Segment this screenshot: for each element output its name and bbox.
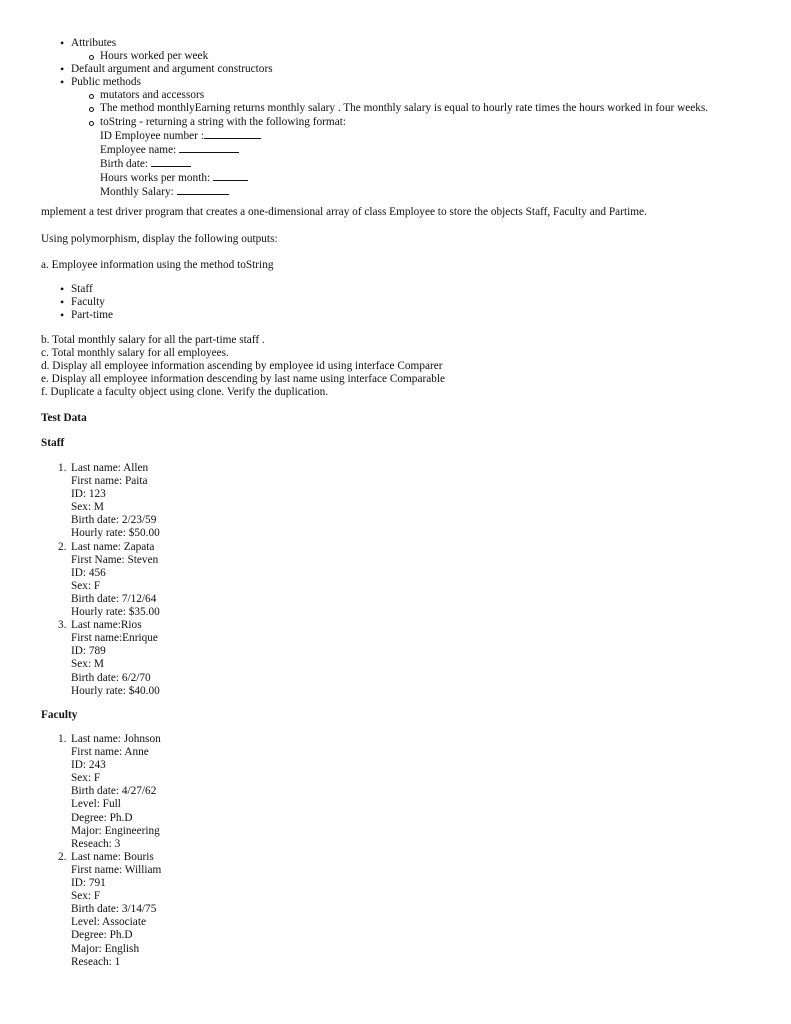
implement-paragraph: mplement a test driver program that creates a one-dimensional array of class Employee to store the objects Staff, Faculty and Partime. [41,206,647,218]
faculty-field: Reseach: 3 [71,837,121,850]
list-number: 1. [58,733,67,745]
category-staff: • Staff [0,283,791,296]
bullet-attributes: • Attributes [0,37,791,50]
format-line-id [0,129,791,143]
staff-field: Sex: M [71,501,104,514]
staff-field: Hourly rate: $35.00 [71,606,160,619]
category-part-time: • Part-time [0,309,791,322]
faculty-field: Level: Full [71,798,121,811]
sub-bullet-monthly-earning: The method monthlyEarning returns monthly salary . The monthly salary is equal to hourly rate times the hours worked in four weeks. [0,102,791,115]
faculty-field: Major: English [71,942,140,955]
staff-entry [0,462,791,541]
staff-field: First name:Enrique [71,632,158,645]
format-birth-label: Birth date: [100,157,149,170]
format-id-label: ID Employee number : [100,129,204,142]
faculty-field: Degree: Ph.D [71,929,133,942]
faculty-field: ID: 791 [71,877,106,890]
faculty-field: Sex: F [71,890,101,903]
staff-field: Birth date: 2/23/59 [71,514,157,527]
staff-list [0,462,791,698]
task-b: b. Total monthly salary for all the part-time staff . [41,334,265,346]
format-line-birth [0,157,791,171]
list-number: 1. [58,462,67,474]
blank-line [151,157,191,167]
bullet-constructors: • Default argument and argument constructors [0,63,791,76]
staff-entry [0,619,791,698]
format-line-name [0,143,791,157]
staff-field: ID: 789 [71,645,106,658]
staff-heading: Staff [41,437,65,449]
staff-field: Hourly rate: $50.00 [71,527,160,540]
faculty-field: First name: William [71,863,162,876]
staff-field: First Name: Steven [71,553,159,566]
faculty-heading: Faculty [41,709,78,721]
faculty-field: First name: Anne [71,746,149,759]
list-number: 2. [58,540,67,553]
format-line-hours [0,171,791,185]
faculty-list [0,733,791,969]
staff-field: Birth date: 7/12/64 [71,592,157,605]
faculty-field: Last name: Johnson [71,733,161,745]
faculty-field: ID: 243 [71,759,106,772]
staff-field: Birth date: 6/2/70 [71,671,151,684]
faculty-entry [0,851,791,969]
sub-bullet-tostring: toString - returning a string with the following format: [0,116,791,129]
blank-line [177,185,229,195]
blank-line [204,129,261,139]
faculty-field: Last name: Bouris [71,850,154,863]
task-d: d. Display all employee information ascending by employee id using interface Comparer [41,360,443,373]
bullet-public-methods: • Public methods [0,76,791,89]
staff-field: First name: Paita [71,475,148,488]
staff-field: Last name: Allen [71,462,149,474]
staff-field: ID: 123 [71,488,106,501]
format-hours-label: Hours works per month: [100,171,211,184]
task-a: a. Employee information using the method toString [41,259,274,271]
faculty-field: Birth date: 4/27/62 [71,785,157,798]
task-list [41,334,445,399]
sub-bullet-mutators: mutators and accessors [0,89,791,102]
list-number: 2. [58,850,67,863]
task-c: c. Total monthly salary for all employees. [41,347,229,360]
sub-bullet-hours: Hours worked per week [0,50,791,63]
format-name-label: Employee name: [100,143,177,156]
staff-field: Sex: M [71,658,104,671]
faculty-field: Reseach: 1 [71,955,121,968]
faculty-field: Major: Engineering [71,824,160,837]
spec-list [0,37,791,199]
test-data-heading: Test Data [41,412,87,424]
staff-field: Hourly rate: $40.00 [71,684,160,697]
faculty-field: Degree: Ph.D [71,811,133,824]
faculty-entry [0,733,791,851]
polymorphism-paragraph: Using polymorphism, display the following outputs: [41,233,278,245]
category-faculty: • Faculty [0,296,791,309]
list-number: 3. [58,619,67,632]
format-salary-label: Monthly Salary: [100,186,174,199]
staff-field: Last name:Rios [71,619,142,632]
format-line-salary [0,185,791,199]
staff-field: ID: 456 [71,566,106,579]
staff-field: Last name: Zapata [71,540,155,553]
faculty-field: Level: Associate [71,916,146,929]
blank-line [213,171,248,181]
faculty-field: Sex: F [71,772,101,785]
staff-entry [0,541,791,620]
staff-field: Sex: F [71,579,101,592]
faculty-field: Birth date: 3/14/75 [71,903,157,916]
category-list [0,283,791,322]
task-e: e. Display all employee information descending by last name using interface Comparable [41,373,446,386]
blank-line [179,143,239,153]
task-f: f. Duplicate a faculty object using clone. Verify the duplication. [41,386,329,399]
